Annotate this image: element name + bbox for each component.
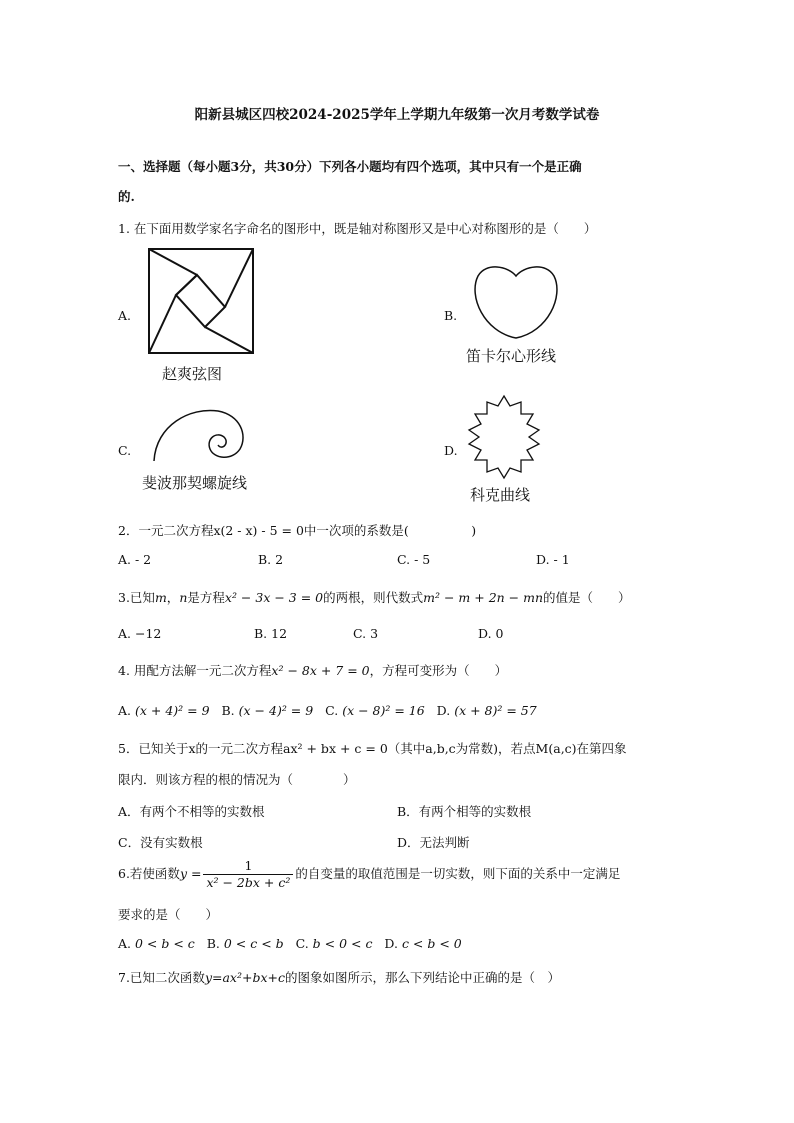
- question-7-text: [118, 968, 560, 986]
- q3-var-m: m: [154, 590, 167, 605]
- q3-suffix: 的值是（ ）: [543, 590, 631, 605]
- q3-option-c: C. 3: [353, 626, 379, 641]
- q1-option-c-caption: 斐波那契螺旋线: [142, 474, 248, 492]
- q3-mid2: 的两根，则代数式: [323, 590, 424, 605]
- q2-option-d: D. - 1: [536, 552, 570, 567]
- q4-option-b-expr: (x − 4)² = 9: [238, 703, 314, 718]
- question-3-text: [118, 588, 631, 606]
- q4-options-row: [118, 703, 537, 718]
- q2-option-c: C. - 5: [397, 552, 431, 567]
- q7-function: y=ax²+bx+c: [204, 970, 285, 985]
- zhao-shuang-diagram-icon: [148, 248, 254, 354]
- q7-suffix: 的图象如图所示，那么下列结论中正确的是（ ）: [285, 970, 561, 985]
- q1-option-d-caption: 科克曲线: [470, 486, 531, 504]
- q1-option-b-label: B.: [444, 308, 458, 323]
- q3-option-a: A. −12: [118, 626, 162, 641]
- question-4-text: [118, 661, 507, 679]
- section-heading-line2: 的.: [118, 189, 135, 204]
- q6-prefix: 6.若使函数: [118, 866, 180, 881]
- q3-prefix: 3.已知: [118, 590, 155, 605]
- q3-option-b: B. 12: [254, 626, 288, 641]
- q5-option-b: B．有两个相等的实数根: [397, 804, 532, 819]
- q4-option-a-expr: (x + 4)² = 9: [135, 703, 210, 718]
- q5-option-d: D．无法判断: [397, 835, 470, 850]
- section-heading-line1: 一、选择题（每小题3分，共30分）下列各小题均有四个选项，其中只有一个是正确: [118, 159, 582, 174]
- q1-option-d-label: D.: [444, 443, 458, 458]
- q6-options-row: [118, 936, 462, 951]
- q3-equation: x² − 3x − 3 = 0: [224, 590, 324, 605]
- q1-option-b-caption: 笛卡尔心形线: [466, 347, 557, 365]
- q3-option-d: D. 0: [478, 626, 504, 641]
- question-6-text: [118, 858, 620, 891]
- question-6-line2: 要求的是（ ）: [118, 907, 219, 922]
- q6-denominator: x² − 2bx + c²: [206, 875, 291, 890]
- q6-numerator: 1: [203, 858, 293, 875]
- q6-option-a-label: A.: [118, 936, 132, 951]
- q2-option-b: B. 2: [258, 552, 284, 567]
- fibonacci-spiral-icon: [150, 405, 250, 463]
- q4-option-c-label: C.: [325, 703, 339, 718]
- question-2-text: 2．一元二次方程x(2 - x) - 5 = 0中一次项的系数是( ): [118, 523, 477, 538]
- q6-option-b-expr: 0 < c < b: [223, 936, 284, 951]
- q3-var-n: n: [179, 590, 188, 605]
- q4-option-d-label: D.: [436, 703, 451, 718]
- q6-option-d-label: D.: [384, 936, 398, 951]
- q6-option-a-expr: 0 < b < c: [135, 936, 195, 951]
- q6-option-c-expr: b < 0 < c: [312, 936, 373, 951]
- q1-option-c-label: C.: [118, 443, 132, 458]
- q7-prefix: 7.已知二次函数: [118, 970, 205, 985]
- q3-expression: m² − m + 2n − mn: [423, 590, 544, 605]
- cardioid-curve-icon: [470, 262, 562, 340]
- q4-option-a-label: A.: [118, 703, 132, 718]
- question-1-text: 1. 在下面用数学家名字命名的图形中，既是轴对称图形又是中心对称图形的是（ ）: [118, 221, 597, 236]
- q6-option-b-label: B.: [206, 936, 220, 951]
- q6-option-d-expr: c < b < 0: [401, 936, 462, 951]
- q4-equation: x² − 8x + 7 = 0: [271, 663, 370, 678]
- q5-option-c: C．没有实数根: [118, 835, 203, 850]
- q6-fraction: [203, 858, 293, 891]
- q3-mid: 是方程: [187, 590, 225, 605]
- q4-option-d-expr: (x + 8)² = 57: [454, 703, 537, 718]
- question-5-line2: 限内．则该方程的根的情况为（ ）: [118, 772, 356, 787]
- page-title: 阳新县城区四校2024-2025学年上学期九年级第一次月考数学试卷: [194, 107, 600, 123]
- q5-option-a: A．有两个不相等的实数根: [118, 804, 265, 819]
- q6-func-lhs: y =: [179, 866, 202, 881]
- q6-option-c-label: C.: [295, 936, 309, 951]
- q4-prefix: 4. 用配方法解一元二次方程: [118, 663, 272, 678]
- q2-option-a: A. - 2: [118, 552, 152, 567]
- q1-option-a-caption: 赵爽弦图: [162, 365, 223, 383]
- q4-option-c-expr: (x − 8)² = 16: [342, 703, 425, 718]
- q6-suffix: 的自变量的取值范围是一切实数，则下面的关系中一定满足: [295, 866, 621, 881]
- q4-option-b-label: B.: [221, 703, 235, 718]
- q1-option-a-label: A.: [118, 308, 132, 323]
- koch-snowflake-icon: [461, 394, 547, 480]
- q4-suffix: ，方程可变形为（ ）: [369, 663, 508, 678]
- question-5-line1: 5．已知关于x的一元二次方程ax² + bx + c = 0（其中a,b,c为常数)，若点M(a,c)在第四象: [118, 741, 627, 756]
- q3-comma: ，: [166, 590, 180, 605]
